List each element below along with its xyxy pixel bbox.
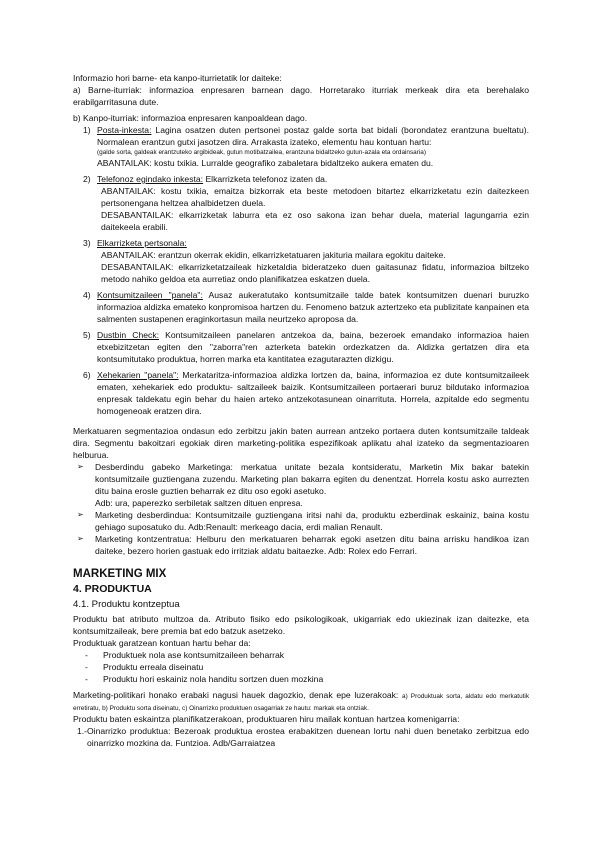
segmentation-bullets — [73, 461, 529, 557]
method-number: 2) — [83, 174, 91, 184]
list-item: - Produktuek nola ase kontsumitzaileen beharrak — [85, 650, 285, 660]
arrow-bullet-icon: ➢ — [77, 462, 84, 471]
method-number: 1) — [83, 125, 91, 135]
method-item — [73, 369, 529, 417]
method-small-text: (galde sorta, galdeak erantzuteko argibideak, gutun motibatzailea, erantzuna bidaltzeko gutun-azala eta ordainsaria) — [97, 149, 426, 156]
policy-decisions: Marketing-politikari honako erabaki nagusi hauek dagozkio, denak epe luzerakoak: a) Produktuak sorta, aldatu edo merkatutik erretiratu, b) Produktu sorta diseinatu, c) Oinarrizko produktuen osagarriak ze hautu: markak eta ontziak. — [73, 690, 530, 712]
method-item — [73, 173, 529, 233]
method-title: Posta-inkesta: — [97, 125, 152, 135]
list-item: - Produktu erreala diseinatu — [85, 662, 204, 672]
method-number: 5) — [83, 330, 91, 340]
method-item — [73, 237, 529, 285]
method-number: 6) — [83, 370, 91, 380]
bullet-text: Marketing desberdindua: Kontsumitzaile guztiengana iritsi nahi da, produktu ezberdinak eskainiz, baina kostu gehiago suposatuko du. Adb:Renault: merkeago dacia, erdi malian Renault. — [95, 510, 529, 532]
method-text: Ausaz aukeratutako kontsumitzaile talde batek kontsumitzen duenari buruzko informazioa aldizka emateko konpromisoa hartzen du. Fenomeno batzuk aztertzeko eta publizitate kanpainen eta salmenten sustapenen eraginkortasun maila neurtzeko aproposa da. — [97, 290, 529, 324]
arrow-bullet-icon: ➢ — [77, 534, 84, 543]
list-item: - Produktu hori eskainiz nola handitu sortzen duen mozkina — [85, 674, 324, 684]
method-advantages: ABANTAILAK: kostu txikia, emaitza bizkorrak eta beste metodoen bitartez elkarrizketatu ezin daitezkeen pertsonengana heltzea ahalbidetzen duela. — [101, 186, 529, 208]
section-heading: 4. PRODUKTUA — [73, 583, 152, 595]
bullet-text: Desberdindu gabeko Marketinga: merkatua unitate bezala kontsideratu, Marketin Mix bakar batekin kontsumitzaile guztiengana zuzendu. Marketing plan bakarra egiten du denentzat. Horrela kostu asko aurrezten ditu baina erosle guztien beharrak ez ditu oso egoki asetuko. — [95, 462, 529, 496]
arrow-bullet-icon: ➢ — [77, 510, 84, 519]
product-levels-list — [73, 725, 529, 749]
method-item — [73, 124, 529, 169]
segmentation-bullet — [73, 461, 529, 509]
product-definition: Produktu bat atributo multzoa da. Atributo fisiko edo psikologikoak, ukigarriak edo ukiezinak izan daitezke, eta kontsumitzaileak, bere premia bat edo batzuk asetzeko. — [73, 614, 529, 636]
document-page — [73, 72, 529, 749]
method-title: Kontsumitzaileen "panela": — [97, 290, 203, 300]
segmentation-paragraph: Merkatuaren segmentazioa ondasun edo zerbitzu jakin baten aurrean antzeko portaera duten kontsumitzaile taldeak dira. Segmentu bakoitzari egokiak diren marketing-politika espezifikoak aplikatu ahal izateko da segmentazioaren helburua. — [73, 426, 529, 460]
method-text: Lagina osatzen duten pertsonei postaz galde sorta bat bidali (borondatez erantzuna bueltatu). Normalean erantzun gutxi jasotzen dira. Arrakasta izateko, elementu hau kontuan hartu: — [97, 125, 529, 147]
method-title: Xehekarien "panela": — [97, 370, 179, 380]
method-advantages: ABANTAILAK: erantzun okerrak ekidin, elkarrizketatuaren jakituria mailara egokitu daiteke. — [101, 250, 446, 260]
intro-internal-sources: a) Barne-iturriak: informazioa enpresaren barnean dago. Horretarako iturriak merkeak dira eta berehalako erabilgarritasuna dute. — [73, 85, 529, 107]
list-item: 1.- Oinarrizko produktua: Bezeroak produktua erostea erabakitzen duenean lortu nahi duen benetako zerbitzua edo oinarrizko mozkina da. Funtzioa. Adb/Garraiatzea — [77, 726, 529, 748]
product-considerations-list — [73, 649, 529, 685]
intro-line: Informazio hori barne- eta kanpo-iturrietatik lor daiteke: — [73, 73, 282, 83]
bullet-text: Marketing kontzentratua: Helburu den merkatuaren beharrak egoki asetzen ditu baina arrisku handikoa izan daiteke, bezero horien gastuak edo irritziak aldatu baitaezke. Adb: Rolex edo Ferrari. — [95, 534, 529, 556]
method-title: Telefonoz egindako inkesta: — [97, 174, 204, 184]
methods-list — [73, 124, 529, 417]
method-item — [73, 289, 529, 325]
method-text: Kontsumitzaileen panelaren antzekoa da, baina, bezeroek emandako informazioa haien etxebizitzetan egiten den "zaborra"ren azterketa batekin ordezkatzen da. Aldizka gertatzen dira eta kontsumitutako produktua, horren marka eta kantitatea ezagutarazten dizkigu. — [97, 330, 529, 364]
method-item — [73, 329, 529, 365]
product-considerations-intro: Produktuak garatzean kontuan hartu behar da: — [73, 638, 251, 648]
method-disadvantages: DESABANTAILAK: elkarrizketak laburra eta ez oso sakona izan behar duela, material lagungarria ezin daitekeela erabili. — [101, 210, 529, 232]
method-number: 4) — [83, 290, 91, 300]
product-levels-intro: Produktu baten eskaintza planifikatzerakoan, produktuaren hiru mailak kontuan hartzea komenigarria: — [73, 714, 460, 724]
method-text: Merkataritza-informazioa aldizka lortzen da, baina, informazioa ez dute kontsumitzaileek ematen, xehekariek edo produktu- saltzaileek baizik. Kontsumitzaileen portaerari buruz bildutako informazioa enpresak taldekatu egin behar du haien arteko antzekotasunean oinarrituta. Horrela, azpitalde edo segmentu homogeneoak eratzen dira. — [97, 370, 529, 416]
bullet-example: Adb: ura, paperezko serbiletak saltzen dituen enpresa. — [95, 498, 303, 508]
marketing-mix-heading: MARKETING MIX — [73, 568, 167, 580]
method-number: 3) — [83, 238, 91, 248]
method-advantages: ABANTAILAK: kostu txikia. Lurralde geografiko zabaletara bidaltzeko aukera ematen du. — [97, 158, 434, 168]
method-title: Dustbin Check: — [97, 330, 160, 340]
method-title: Elkarrizketa pertsonala: — [97, 238, 187, 248]
method-text: Elkarrizketa telefonoz izaten da. — [205, 174, 328, 184]
segmentation-bullet — [73, 533, 529, 557]
segmentation-bullet — [73, 509, 529, 533]
subsection-heading: 4.1. Produktu kontzeptua — [73, 599, 180, 610]
method-disadvantages: DESABANTAILAK: elkarrizketatzaileak hizketaldia bideratzeko duen gaitasunaz fidatu, informazioa biltzeko metodo nahiko geldoa eta aurretiaz ondo planifikatzea eskatzen duela. — [101, 262, 529, 284]
intro-external-sources: b) Kanpo-iturriak: informazioa enpresaren kanpoaldean dago. — [73, 113, 308, 123]
